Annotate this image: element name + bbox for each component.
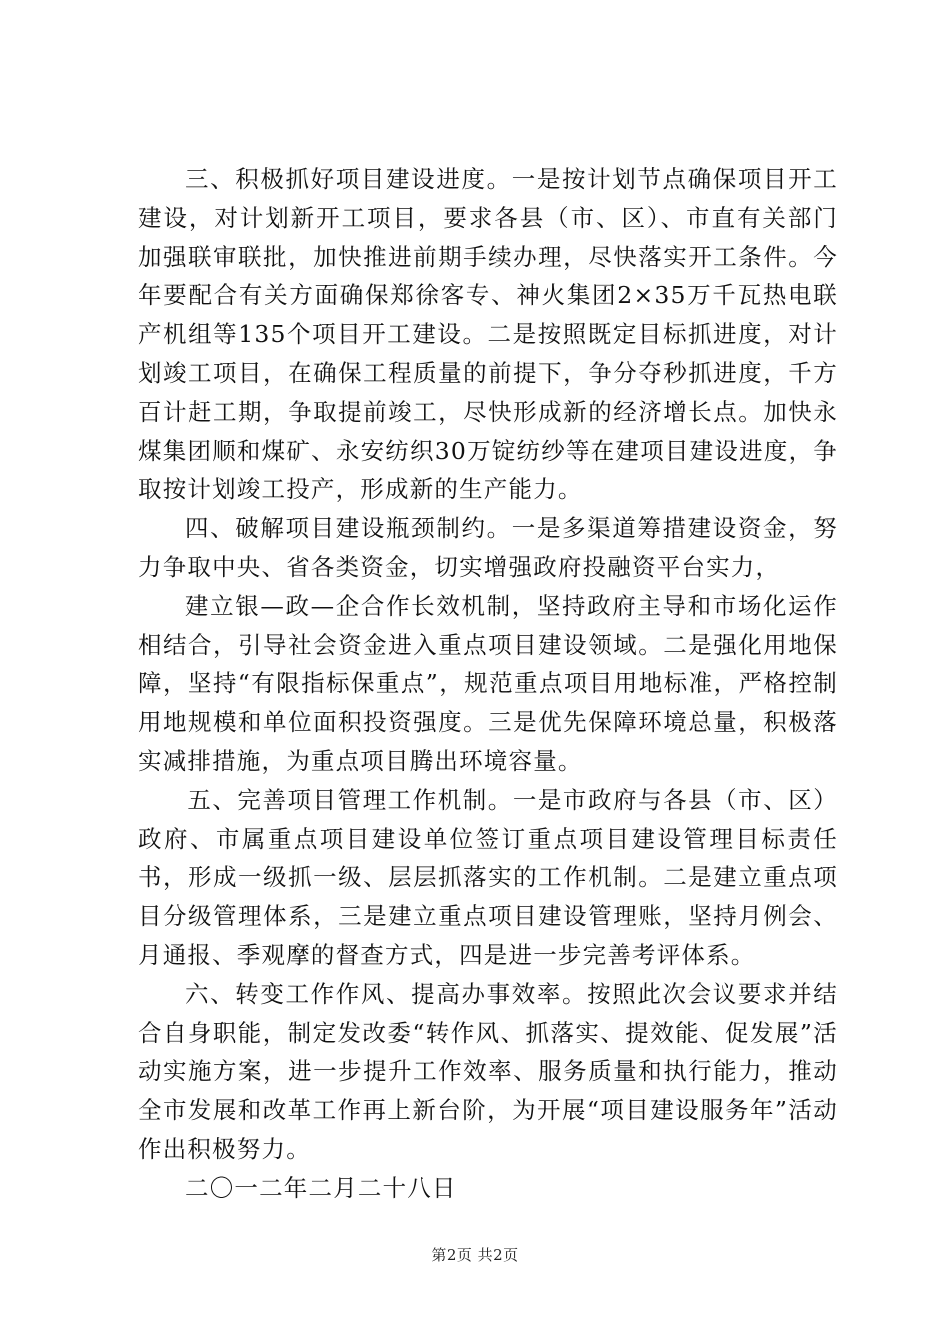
page-footer: 第2页 共2页 bbox=[431, 1246, 519, 1264]
paragraph-bottleneck: 四、破解项目建设瓶颈制约。一是多渠道筹措建设资金，努力争取中央、省各类资金，切实增强政府投融资平台实力， bbox=[138, 514, 838, 581]
document-date: 二〇一二年二月二十八日 bbox=[185, 1173, 457, 1202]
paragraph-management-mechanism: 五、完善项目管理工作机制。一是市政府与各县（市、区）政府、市属重点项目建设单位签订重点项目建设管理目标责任书，形成一级抓一级、层层抓落实的工作机制。二是建立重点项目分级管理体系，三是建立重点项目建设管理账，坚持月例会、月通报、季观摩的督查方式，四是进一步完善考评体系。 bbox=[138, 785, 838, 969]
document-body bbox=[138, 160, 838, 1208]
paragraph-work-style: 六、转变工作作风、提高办事效率。按照此次会议要求并结合自身职能，制定发改委“转作风、抓落实、提效能、促发展”活动实施方案，进一步提升工作效率、服务质量和执行能力，推动全市发展和改革工作再上新台阶，为开展“项目建设服务年”活动作出积极努力。 bbox=[138, 979, 838, 1163]
paragraph-project-progress: 三、积极抓好项目建设进度。一是按计划节点确保项目开工建设，对计划新开工项目，要求各县（市、区）、市直有关部门加强联审联批，加快推进前期手续办理，尽快落实开工条件。今年要配合有关方面确保郑徐客专、神火集团2×35万千瓦热电联产机组等135个项目开工建设。二是按照既定目标抓进度，对计划竣工项目，在确保工程质量的前提下，争分夺秒抓进度，千方百计赶工期，争取提前竣工，尽快形成新的经济增长点。加快永煤集团顺和煤矿、永安纺织30万锭纺纱等在建项目建设进度，争取按计划竣工投产，形成新的生产能力。 bbox=[138, 165, 838, 504]
paragraph-bottleneck-continued: 建立银—政—企合作长效机制，坚持政府主导和市场化运作相结合，引导社会资金进入重点项目建设领域。二是强化用地保障，坚持“有限指标保重点”，规范重点项目用地标准，严格控制用地规模和单位面积投资强度。三是优先保障环境总量，积极落实减排措施，为重点项目腾出环境容量。 bbox=[138, 591, 838, 775]
